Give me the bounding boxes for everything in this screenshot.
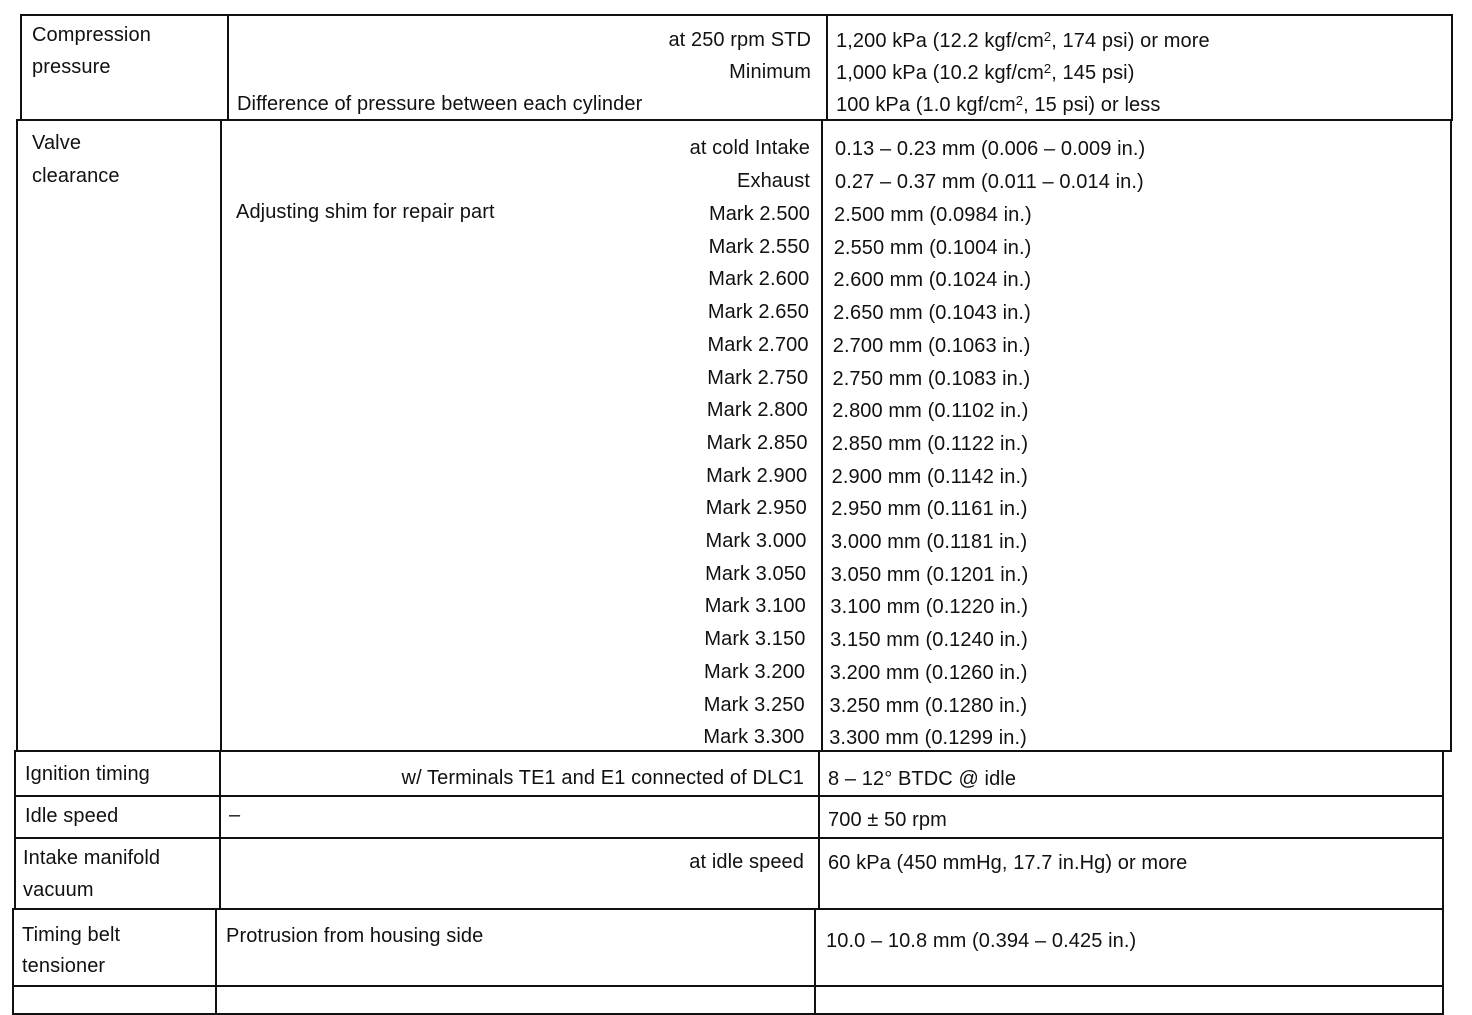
shim-thickness-value: 2.600 mm (0.1024 in.) [833,269,1032,292]
shim-thickness-value: 3.300 mm (0.1299 in.) [829,727,1027,750]
shim-thickness-value: 2.550 mm (0.1004 in.) [833,236,1032,259]
column-divider [215,910,217,986]
spec-value: 100 kPa (1.0 kgf/$cm^2$, 15 psi) or less [836,93,1161,116]
column-divider [818,752,820,795]
item-label: Ignition timing [25,763,150,785]
shim-mark-label: Mark 3.050 [705,562,807,585]
shim-mark-label: Mark 2.950 [705,497,807,520]
shim-mark-label: Mark 2.850 [706,431,808,454]
shim-thickness-value: 2.750 mm (0.1083 in.) [832,367,1031,390]
row-partial-next [12,985,1444,1015]
condition-label: Difference of pressure between each cylinder [237,93,643,115]
spec-value: 8 – 12° BTDC @ idle [828,768,1017,790]
shim-mark-label: Mark 3.250 [703,693,805,716]
shim-thickness-value: 2.500 mm (0.0984 in.) [834,204,1032,226]
shim-thickness-value: 3.200 mm (0.1260 in.) [829,661,1028,684]
condition-label: Protrusion from housing side [226,925,484,947]
shim-thickness-value: 3.050 mm (0.1201 in.) [830,563,1029,586]
shim-mark-label: Mark 2.900 [706,464,808,487]
row-valve-clearance [16,119,1452,752]
shim-thickness-value: 2.850 mm (0.1122 in.) [831,432,1029,455]
row-timing-belt-tensioner [12,908,1444,988]
row-idle-speed [14,795,1444,839]
shim-thickness-value: 2.900 mm (0.1142 in.) [831,465,1028,488]
shim-mark-label: Mark 3.000 [705,530,807,552]
item-label: Idle speed [25,805,119,827]
shim-thickness-value: 2.950 mm (0.1161 in.) [831,498,1028,521]
item-label: Compression [32,24,151,46]
shim-thickness-value: 2.700 mm (0.1063 in.) [832,334,1031,357]
row-ignition-timing [14,750,1444,797]
shim-mark-label: Mark 2.600 [708,268,810,291]
item-label: Intake manifold [23,847,161,869]
column-divider [219,752,221,795]
shim-mark-label: Mark 2.500 [708,203,810,225]
spec-value: 1,200 kPa (12.2 kgf/$cm^2$, 174 psi) or more [836,29,1210,52]
shim-mark-label: Mark 2.550 [708,235,810,258]
item-label: tensioner [22,955,106,977]
item-label: clearance [32,165,120,187]
spec-value: 60 kPa (450 mmHg, 17.7 in.Hg) or more [828,852,1188,874]
condition-label: at 250 rpm STD [668,29,811,51]
shim-thickness-value: 3.000 mm (0.1181 in.) [831,531,1028,553]
column-divider [821,121,823,750]
shim-thickness-value: 3.100 mm (0.1220 in.) [830,596,1029,619]
condition-label: – [229,804,241,826]
column-divider [220,121,222,750]
shim-mark-label: Mark 2.650 [707,301,809,324]
shim-mark-label: Mark 3.300 [703,726,805,749]
shim-mark-label: Mark 3.200 [704,660,806,683]
shim-mark-label: Mark 2.750 [707,366,809,389]
column-divider [814,910,816,986]
condition-label: at cold Intake [689,137,810,159]
spec-value: 0.13 – 0.23 mm (0.006 – 0.009 in.) [835,138,1146,160]
column-divider [818,797,820,837]
condition-label: w/ Terminals TE1 and E1 connected of DLC1 [401,767,804,789]
column-divider [818,839,820,910]
item-label: Timing belt [22,924,121,946]
item-label: Valve [32,132,82,154]
condition-label: at idle speed [689,851,804,873]
spec-value: 700 ± 50 rpm [828,809,947,831]
item-label: pressure [32,56,111,78]
row-intake-manifold-vacuum [14,837,1444,912]
shim-thickness-value: 3.250 mm (0.1280 in.) [829,694,1028,717]
condition-label: Minimum [729,61,811,83]
shim-mark-label: Mark 3.100 [704,595,806,618]
spec-value: 0.27 – 0.37 mm (0.011 – 0.014 in.) [835,171,1144,193]
shim-thickness-value: 2.800 mm (0.1102 in.) [832,400,1029,423]
shim-mark-label: Mark 2.800 [706,399,808,422]
column-divider [219,797,221,837]
column-divider [826,16,828,119]
item-label: vacuum [23,879,94,901]
shim-mark-label: Mark 2.700 [707,333,809,356]
row-compression-pressure [20,14,1453,121]
column-divider [215,987,217,1013]
shim-label: Adjusting shim for repair part [236,201,495,223]
condition-label: Exhaust [737,170,810,192]
shim-thickness-value: 2.650 mm (0.1043 in.) [833,302,1031,325]
spec-value: 10.0 – 10.8 mm (0.394 – 0.425 in.) [826,930,1137,952]
column-divider [219,839,221,910]
shim-thickness-value: 3.150 mm (0.1240 in.) [830,629,1028,652]
spec-value: 1,000 kPa (10.2 kgf/$cm^2$, 145 psi) [836,61,1135,84]
column-divider [227,16,229,119]
column-divider [814,987,816,1013]
shim-mark-label: Mark 3.150 [704,628,806,651]
